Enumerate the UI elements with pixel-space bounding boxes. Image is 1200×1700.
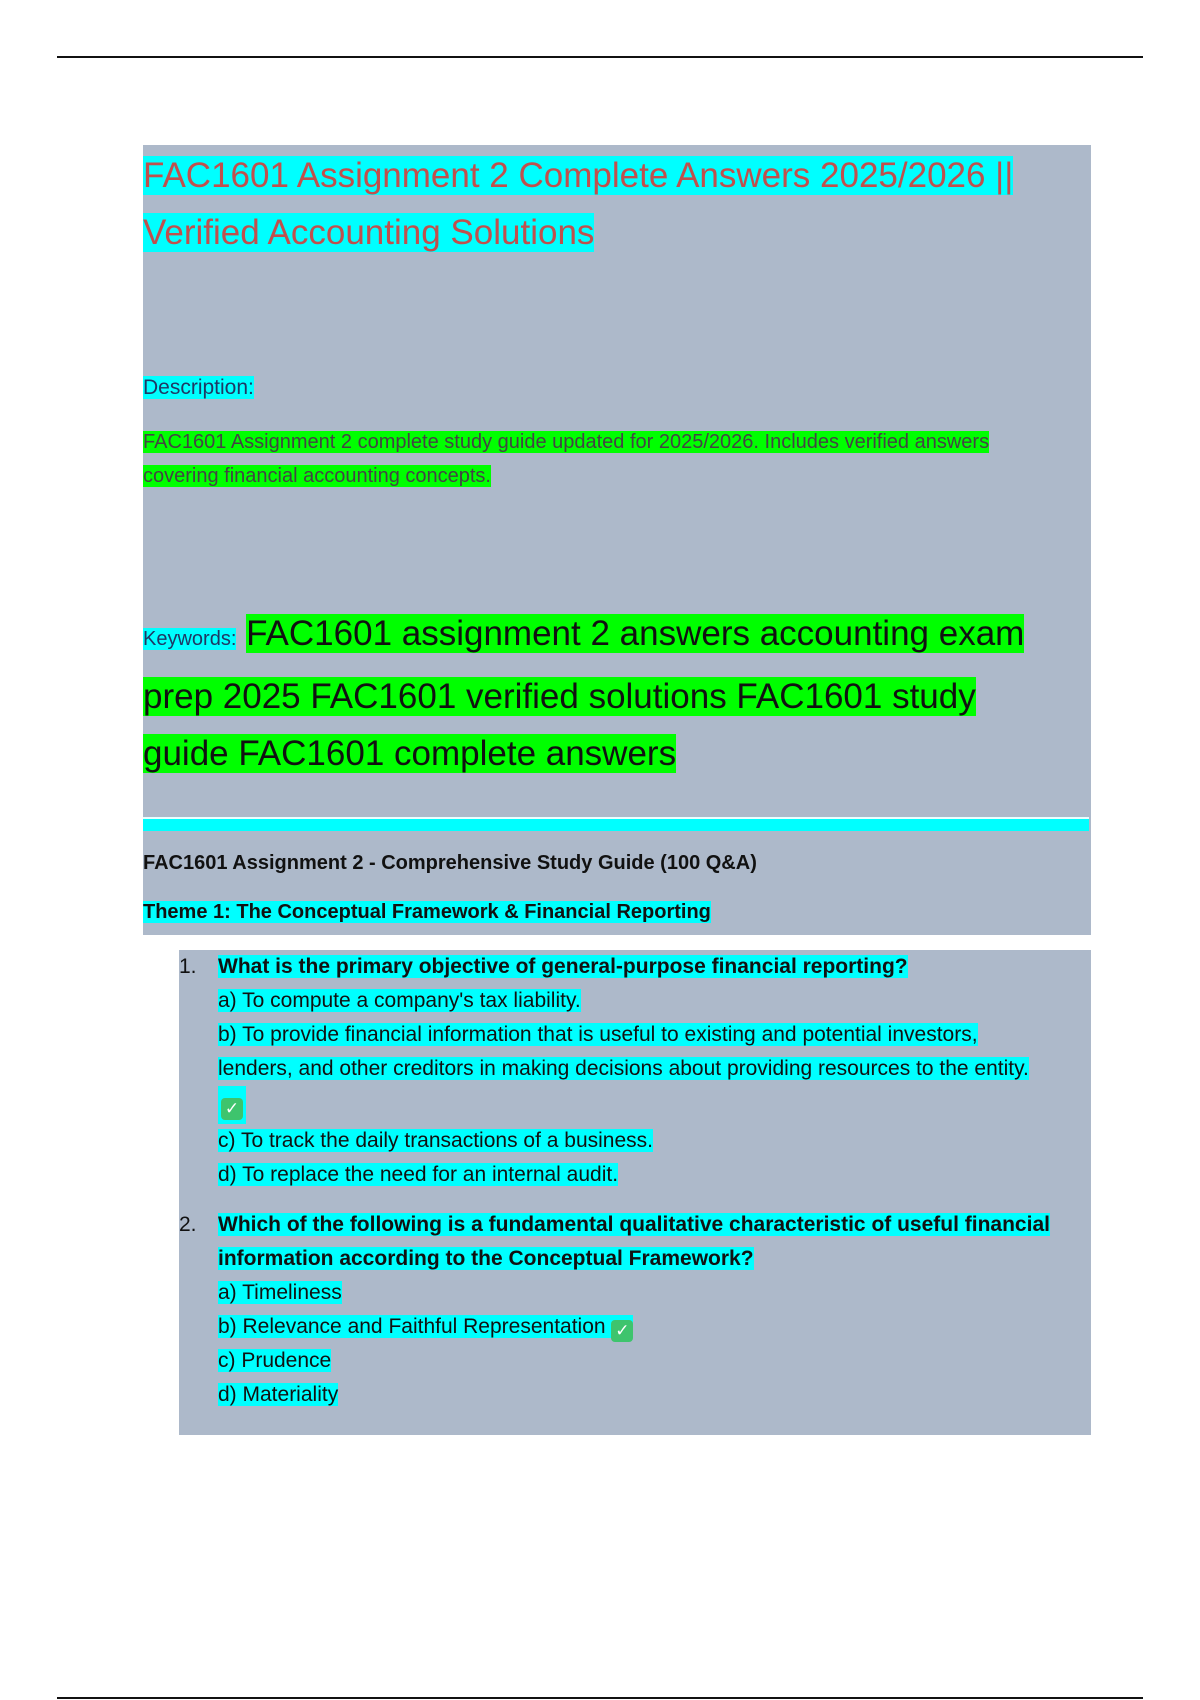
question-text: What is the primary objective of general-purpose financial reporting?	[218, 955, 908, 978]
study-guide-title: FAC1601 Assignment 2 - Comprehensive Study Guide (100 Q&A)	[143, 852, 757, 874]
question-number: 2.	[179, 1213, 197, 1236]
title-line-1: FAC1601 Assignment 2 Complete Answers 2025/2026 ||	[143, 156, 1014, 195]
question-text-line-2: information according to the Conceptual Framework?	[218, 1247, 754, 1270]
keywords-label: Keywords:	[143, 628, 237, 650]
description-line-2: covering financial accounting concepts.	[143, 465, 491, 487]
header-block	[143, 145, 1091, 935]
option-d: d) Materiality	[218, 1383, 339, 1406]
section-divider	[143, 817, 1089, 831]
bottom-rule	[57, 1697, 1143, 1699]
option-c: c) Prudence	[218, 1349, 332, 1372]
question-number: 1.	[179, 955, 197, 978]
description-text	[143, 425, 1091, 493]
question-text-line-1: Which of the following is a fundamental qualitative characteristic of useful financial	[218, 1213, 1050, 1236]
option-b: b) Relevance and Faithful Representation ✓	[218, 1315, 633, 1338]
check-box-icon: ✓	[221, 1098, 243, 1120]
document-title	[143, 147, 1083, 261]
title-line-2: Verified Accounting Solutions	[143, 213, 595, 252]
keywords-line-2: prep 2025 FAC1601 verified solutions FAC1601 study	[143, 677, 976, 716]
keywords-section	[143, 605, 1091, 782]
option-d: d) To replace the need for an internal audit.	[218, 1163, 619, 1186]
top-rule	[57, 56, 1143, 58]
option-b-line-1: b) To provide financial information that is useful to existing and potential investors,	[218, 1023, 978, 1046]
theme-title: Theme 1: The Conceptual Framework & Financial Reporting	[143, 901, 711, 923]
option-b-line-2: lenders, and other creditors in making decisions about providing resources to the entity.	[218, 1057, 1029, 1080]
check-box-icon: ✓	[611, 1320, 633, 1342]
questions-block	[179, 950, 1091, 1435]
option-c: c) To track the daily transactions of a business.	[218, 1129, 653, 1152]
option-a: a) To compute a company's tax liability.	[218, 989, 581, 1012]
keywords-line-1: FAC1601 assignment 2 answers accounting exam	[246, 614, 1025, 653]
description-label: Description:	[143, 376, 254, 399]
correct-answer-marker	[218, 1086, 246, 1124]
option-a: a) Timeliness	[218, 1281, 342, 1304]
description-line-1: FAC1601 Assignment 2 complete study guide updated for 2025/2026. Includes verified answers	[143, 431, 990, 453]
keywords-line-3: guide FAC1601 complete answers	[143, 734, 677, 773]
